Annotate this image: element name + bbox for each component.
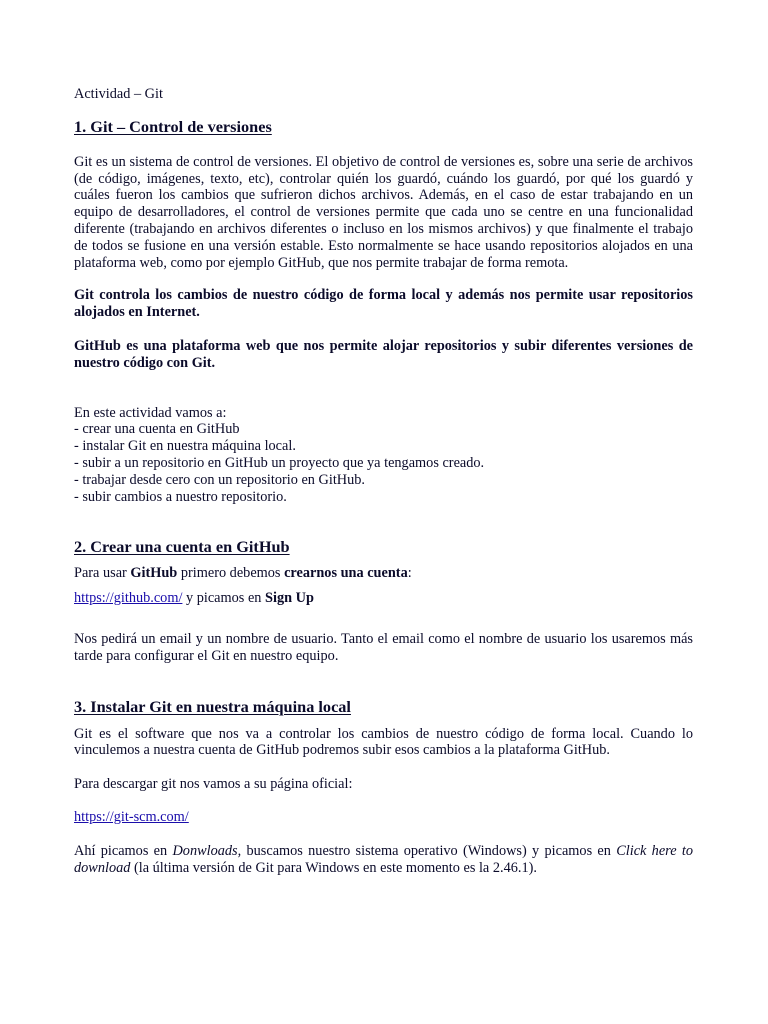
text-span: y picamos en (182, 590, 266, 607)
text-span: : (407, 565, 412, 582)
section2-heading: 2. Crear una cuenta en GitHub (74, 537, 290, 557)
section1-paragraph-2: Git controla los cambios de nuestro código de forma local y además nos permite usar repositorios alojados en Internet. (74, 287, 693, 321)
section3-paragraph-1: Git es el software que nos va a controlar los cambios de nuestro código de forma local. Cuando lo vinculemos a nuestra cuenta de GitHub podremos subir esos cambios a la plataforma GitHub. (74, 725, 693, 759)
section2-signup-link-line (74, 590, 693, 607)
list-item: - trabajar desde cero con un repositorio en GitHub. (74, 471, 365, 488)
create-account-emphasis: crearnos una cuenta (284, 565, 408, 582)
section2-signup-instruction (74, 565, 693, 582)
tasks-intro: En este actividad vamos a: (74, 404, 227, 421)
github-emphasis: GitHub (130, 565, 178, 582)
text-span: primero debemos (177, 565, 285, 582)
list-item: - crear una cuenta en GitHub (74, 421, 240, 438)
section3-paragraph-2: Para descargar git nos vamos a su página oficial: (74, 776, 353, 793)
list-item: - subir cambios a nuestro repositorio. (74, 488, 287, 505)
text-span: buscamos nuestro sistema operativo (Windows) y picamos en (241, 842, 617, 859)
section3-paragraph-3 (74, 843, 693, 877)
document-title: Actividad – Git (74, 86, 163, 102)
click-here-emphasis: Click here to download (74, 842, 693, 876)
tasks-list (74, 421, 693, 505)
section3-heading: 3. Instalar Git en nuestra máquina local (74, 696, 351, 716)
text-span: (la última versión de Git para Windows en este momento es la 2.46.1). (130, 859, 537, 876)
sign-up-emphasis: Sign Up (265, 590, 314, 607)
list-item: - instalar Git en nuestra máquina local. (74, 438, 296, 455)
section3-link-line (74, 809, 693, 826)
git-scm-link[interactable]: https://git-scm.com/ (74, 808, 189, 825)
list-item: - subir a un repositorio en GitHub un proyecto que ya tengamos creado. (74, 454, 485, 471)
downloads-emphasis: Donwloads, (172, 842, 242, 859)
section1-paragraph-1: Git es un sistema de control de versiones. El objetivo de control de versiones es, sobre una serie de archivos (de código, imágenes, texto, etc), controlar quién los guardó, cuándo los guardó, por qué los guardó y cuáles fueron los cambios que sufrieron dichos archivos. Además, en el caso de estar trabajando en un equipo de desarrolladores, el control de versiones permite que cada uno se centre en una funcionalidad diferente (trabajando en archivos diferentes o incluso en los mismos archivos) y que finalmente el trabajo de todos se fusione en una versión estable. Esto normalmente se hace usando repositorios alojados en una plataforma web, como por ejemplo GitHub, que nos permite trabajar de forma remota. (74, 153, 693, 271)
text-span: Ahí picamos en (74, 842, 173, 859)
text-span: Para usar (74, 565, 131, 582)
section1-heading: 1. Git – Control de versiones (74, 116, 272, 136)
section2-paragraph: Nos pedirá un email y un nombre de usuario. Tanto el email como el nombre de usuario los usaremos más tarde para configurar el Git en nuestro equipo. (74, 630, 693, 664)
section1-paragraph-3: GitHub es una plataforma web que nos permite alojar repositorios y subir diferentes versiones de nuestro código con Git. (74, 337, 693, 371)
github-link[interactable]: https://github.com/ (74, 590, 183, 607)
